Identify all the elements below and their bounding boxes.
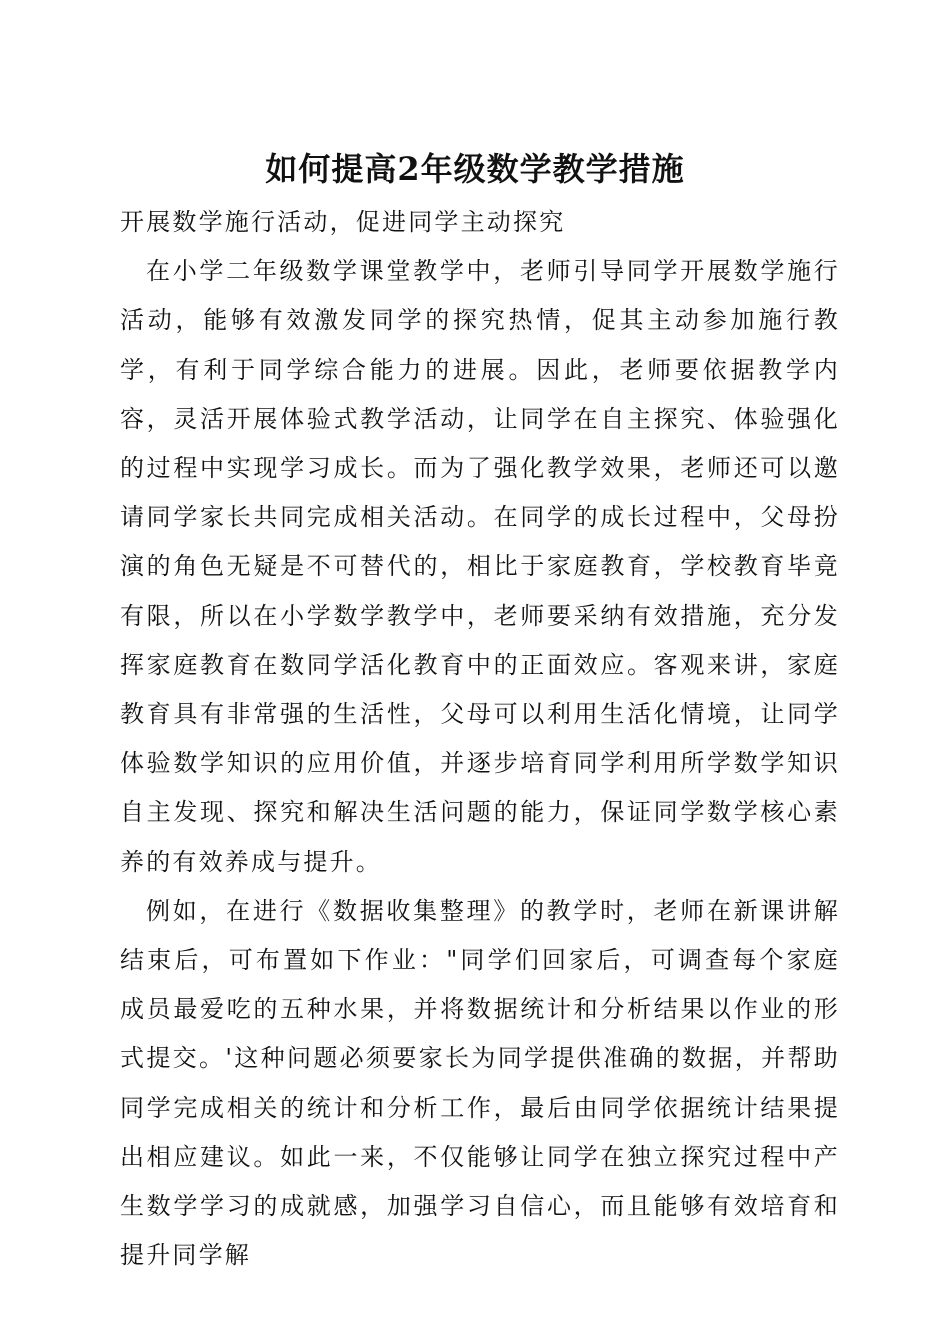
paragraph-2: 例如，在进行《数据收集整理》的教学时，老师在新课讲解结束后，可布置如下作业："同学们回家后，可调查每个家庭成员最爱吃的五种水果，并将数据统计和分析结果以作业的形式提交。'这种问题必须要家长为同学提供准确的数据，并帮助同学完成相关的统计和分析工作，最后由同学依据统计结果提出相应建议。如此一来，不仅能够让同学在独立探究过程中产生数学学习的成就感，加强学习自信心，而且能够有效培育和提升同学解 [120, 896, 840, 1270]
section-heading: 开展数学施行活动，促进同学主动探究 [120, 208, 566, 236]
document-title: 如何提高2年级数学教学措施 [265, 150, 685, 188]
document-body [120, 198, 840, 1280]
paragraph-1: 在小学二年级数学课堂教学中，老师引导同学开展数学施行活动，能够有效激发同学的探究热情，促其主动参加施行教学，有利于同学综合能力的进展。因此，老师要依据教学内容，灵活开展体验式教学活动，让同学在自主探究、体验强化的过程中实现学习成长。而为了强化教学效果，老师还可以邀请同学家长共同完成相关活动。在同学的成长过程中，父母扮演的角色无疑是不可替代的，相比于家庭教育，学校教育毕竟有限，所以在小学数学教学中，老师要采纳有效措施，充分发挥家庭教育在数同学活化教育中的正面效应。客观来讲，家庭教育具有非常强的生活性，父母可以利用生活化情境，让同学体验数学知识的应用价值，并逐步培育同学利用所学数学知识自主发现、探究和解决生活问题的能力，保证同学数学核心素养的有效养成与提升。 [120, 257, 840, 876]
